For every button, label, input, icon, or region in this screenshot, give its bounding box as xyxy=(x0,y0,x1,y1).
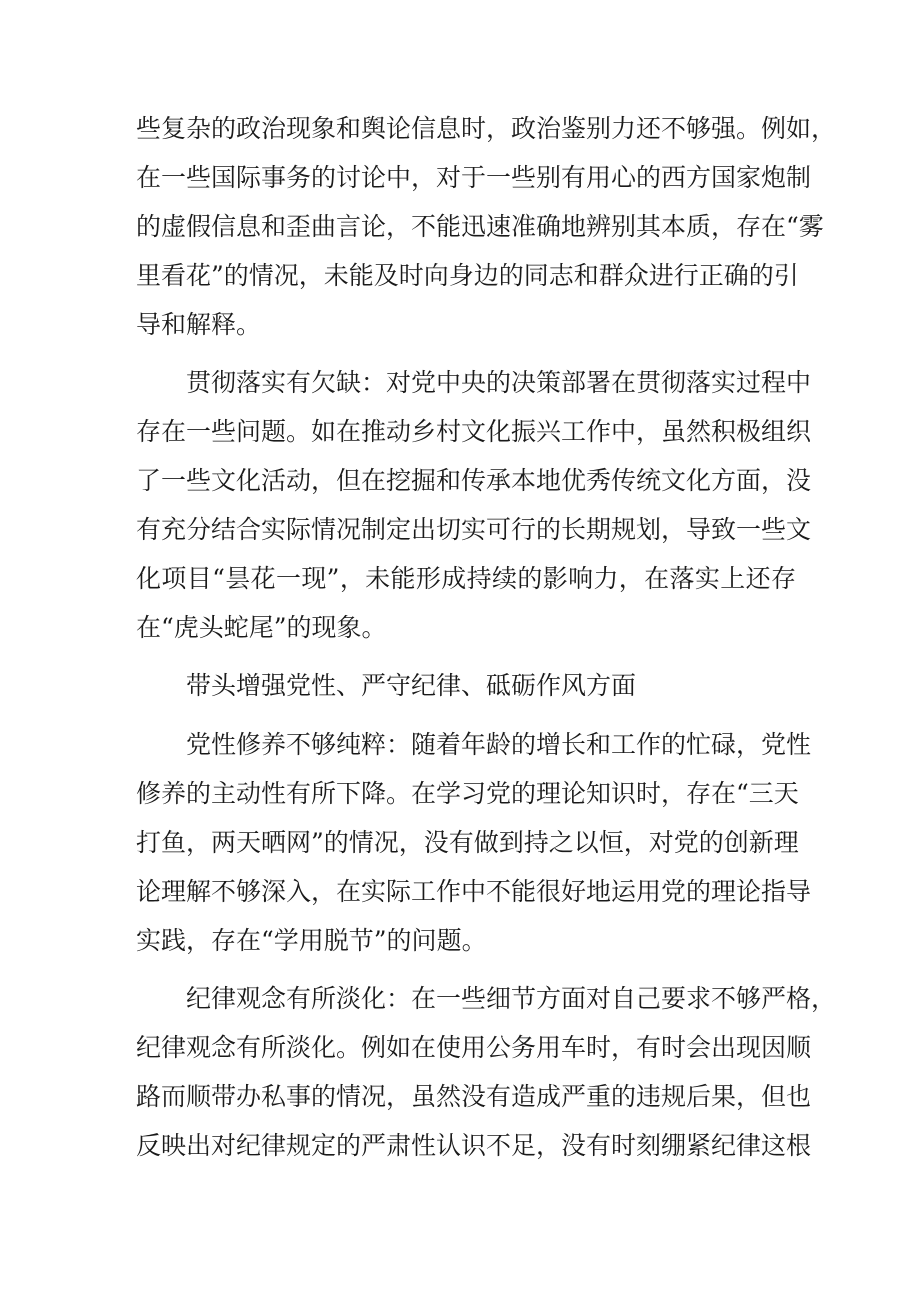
text-line: 化项目“昙花一现”，未能形成持续的影响力，在落实上还存 xyxy=(136,564,796,593)
text-line: 纪律观念有所淡化。例如在使用公务用车时，有时会出现因顺 xyxy=(136,1033,812,1062)
text-line: 导和解释。 xyxy=(136,310,262,339)
text-line: 贯彻落实有欠缺：对党中央的决策部署在贯彻落实过程中 xyxy=(186,368,812,397)
text-line: 路而顺带办私事的情况，虽然没有造成严重的违规后果，但也 xyxy=(136,1082,812,1111)
text-line: 存在一些问题。如在推动乡村文化振兴工作中，虽然积极组织 xyxy=(136,417,812,446)
text-line: 的虚假信息和歪曲言论，不能迅速准确地辨别其本质，存在“雾 xyxy=(136,212,824,241)
text-line: 有充分结合实际情况制定出切实可行的长期规划，导致一些文 xyxy=(136,515,812,544)
text-line: 些复杂的政治现象和舆论信息时，政治鉴别力还不够强。例如， xyxy=(136,114,837,143)
text-line: 党性修养不够纯粹：随着年龄的增长和工作的忙碌，党性 xyxy=(186,730,812,759)
text-line: 反映出对纪律规定的严肃性认识不足，没有时刻绷紧纪律这根 xyxy=(136,1131,812,1160)
text-line: 里看花”的情况，未能及时向身边的同志和群众进行正确的引 xyxy=(136,261,799,290)
text-line: 打鱼，两天晒网”的情况，没有做到持之以恒，对党的创新理 xyxy=(136,828,799,857)
text-line: 纪律观念有所淡化：在一些细节方面对自己要求不够严格， xyxy=(186,984,837,1013)
text-line: 修养的主动性有所下降。在学习党的理论知识时，存在“三天 xyxy=(136,779,799,808)
section-heading: 带头增强党性、严守纪律、砥砺作风方面 xyxy=(186,671,637,700)
text-line: 在一些国际事务的讨论中，对于一些别有用心的西方国家炮制 xyxy=(136,163,812,192)
text-line: 实践，存在“学用脱节”的问题。 xyxy=(136,926,487,955)
text-line: 了一些文化活动，但在挖掘和传承本地优秀传统文化方面，没 xyxy=(136,466,812,495)
text-line: 论理解不够深入，在实际工作中不能很好地运用党的理论指导 xyxy=(136,877,812,906)
text-line: 在“虎头蛇尾”的现象。 xyxy=(136,613,387,642)
